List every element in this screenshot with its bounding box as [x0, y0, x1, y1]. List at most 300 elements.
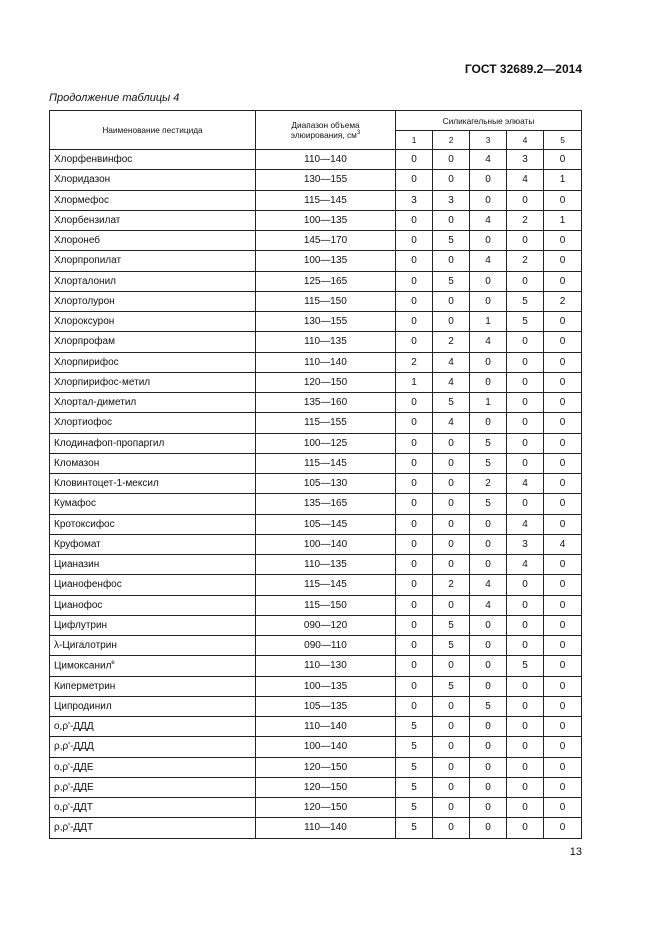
- eluate-3-value: 0: [470, 636, 507, 656]
- eluate-2-value: 0: [433, 696, 470, 716]
- eluate-4-value: 5: [507, 291, 544, 311]
- eluate-1-value: 0: [396, 150, 433, 170]
- eluate-4-value: 0: [507, 453, 544, 473]
- eluate-5-value: 0: [544, 433, 582, 453]
- eluate-4-value: 0: [507, 494, 544, 514]
- eluate-1-value: 2: [396, 352, 433, 372]
- eluate-1-value: 0: [396, 555, 433, 575]
- elution-range: 120—150: [256, 798, 396, 818]
- elution-range: 090—120: [256, 615, 396, 635]
- pesticide-name-cell: [50, 494, 256, 514]
- table-row: [50, 555, 582, 575]
- eluate-5-value: 0: [544, 231, 582, 251]
- pesticide-table: [49, 110, 582, 839]
- elution-range: 115—145: [256, 190, 396, 210]
- table-caption: Продолжение таблицы 4: [49, 92, 180, 104]
- pesticide-name: о,ρ'-ДДД: [54, 721, 94, 733]
- col-header-range-line1: Диапазон объема: [291, 120, 360, 130]
- pesticide-name-cell: [50, 615, 256, 635]
- eluate-5-value: 4: [544, 534, 582, 554]
- eluate-2-value: 5: [433, 615, 470, 635]
- elution-range: 115—150: [256, 291, 396, 311]
- eluate-4-value: 0: [507, 393, 544, 413]
- eluate-3-value: 4: [470, 575, 507, 595]
- eluate-4-value: 5: [507, 312, 544, 332]
- col-header-eluate-1: 1: [396, 131, 433, 150]
- table-row: [50, 534, 582, 554]
- eluate-5-value: 1: [544, 170, 582, 190]
- eluate-3-value: 0: [470, 190, 507, 210]
- elution-range: 135—165: [256, 494, 396, 514]
- eluate-3-value: 0: [470, 798, 507, 818]
- eluate-3-value: 5: [470, 453, 507, 473]
- eluate-5-value: 0: [544, 798, 582, 818]
- eluate-3-value: 0: [470, 757, 507, 777]
- eluate-2-value: 0: [433, 433, 470, 453]
- pesticide-name-cell: [50, 413, 256, 433]
- table-row: [50, 372, 582, 392]
- eluate-5-value: 0: [544, 636, 582, 656]
- eluate-4-value: 0: [507, 372, 544, 392]
- eluate-5-value: 1: [544, 210, 582, 230]
- eluate-4-value: 4: [507, 514, 544, 534]
- pesticide-name-cell: [50, 717, 256, 737]
- elution-range: 100—140: [256, 737, 396, 757]
- eluate-4-value: 3: [507, 534, 544, 554]
- pesticide-name: Хлороксурон: [54, 316, 115, 328]
- eluate-3-value: 0: [470, 231, 507, 251]
- table-row: [50, 291, 582, 311]
- eluate-2-value: 0: [433, 210, 470, 230]
- eluate-4-value: 0: [507, 595, 544, 615]
- eluate-4-value: 4: [507, 474, 544, 494]
- eluate-1-value: 0: [396, 534, 433, 554]
- eluate-3-value: 4: [470, 251, 507, 271]
- eluate-5-value: 2: [544, 291, 582, 311]
- elution-range: 130—155: [256, 312, 396, 332]
- eluate-1-value: 5: [396, 798, 433, 818]
- eluate-5-value: 0: [544, 372, 582, 392]
- col-header-range-unit: 3: [356, 130, 361, 137]
- pesticide-name: ρ,ρ'-ДДЕ: [54, 781, 94, 793]
- eluate-1-value: 5: [396, 757, 433, 777]
- eluate-3-value: 0: [470, 737, 507, 757]
- elution-range: 115—150: [256, 595, 396, 615]
- eluate-4-value: 0: [507, 737, 544, 757]
- eluate-2-value: 2: [433, 575, 470, 595]
- elution-range: 120—150: [256, 757, 396, 777]
- pesticide-name: Клодинафоп-пропаргил: [54, 437, 165, 449]
- pesticide-name-cell: [50, 777, 256, 797]
- pesticide-name-cell: [50, 210, 256, 230]
- elution-range: 120—150: [256, 777, 396, 797]
- pesticide-name: Хлормефос: [54, 194, 109, 206]
- eluate-1-value: 0: [396, 393, 433, 413]
- eluate-4-value: 5: [507, 656, 544, 676]
- pesticide-name: Хлорпрофам: [54, 336, 115, 348]
- eluate-2-value: 0: [433, 595, 470, 615]
- pesticide-name: Цианофос: [54, 599, 103, 611]
- eluate-2-value: 0: [433, 453, 470, 473]
- eluate-5-value: 0: [544, 332, 582, 352]
- eluate-3-value: 0: [470, 818, 507, 838]
- elution-range: 110—140: [256, 352, 396, 372]
- eluate-4-value: 0: [507, 717, 544, 737]
- eluate-1-value: 0: [396, 433, 433, 453]
- table-row: [50, 210, 582, 230]
- eluate-4-value: 2: [507, 251, 544, 271]
- pesticide-name-cell: [50, 433, 256, 453]
- eluate-1-value: 0: [396, 595, 433, 615]
- eluate-1-value: 0: [396, 636, 433, 656]
- pesticide-name: Кротоксифос: [54, 518, 115, 530]
- table-row: [50, 575, 582, 595]
- eluate-5-value: 0: [544, 352, 582, 372]
- pesticide-name: Киперметрин: [54, 680, 116, 692]
- table-row: [50, 433, 582, 453]
- pesticide-name-cell: [50, 737, 256, 757]
- pesticide-name: Ципродинил: [54, 700, 112, 712]
- pesticide-name-cell: [50, 170, 256, 190]
- table-row: [50, 595, 582, 615]
- eluate-3-value: 1: [470, 312, 507, 332]
- eluate-1-value: 0: [396, 332, 433, 352]
- eluate-5-value: 0: [544, 757, 582, 777]
- eluate-1-value: 0: [396, 251, 433, 271]
- table-row: [50, 352, 582, 372]
- eluate-5-value: 0: [544, 413, 582, 433]
- eluate-5-value: 0: [544, 676, 582, 696]
- eluate-5-value: 0: [544, 777, 582, 797]
- eluate-1-value: 0: [396, 210, 433, 230]
- eluate-2-value: 0: [433, 534, 470, 554]
- pesticide-name: Цимоксанил: [54, 660, 112, 672]
- eluate-1-value: 5: [396, 818, 433, 838]
- eluate-5-value: 0: [544, 150, 582, 170]
- pesticide-name: ρ,ρ'-ДДТ: [54, 822, 94, 834]
- pesticide-name-cell: [50, 453, 256, 473]
- elution-range: 090—110: [256, 636, 396, 656]
- elution-range: 115—145: [256, 453, 396, 473]
- pesticide-name: о,ρ'-ДДТ: [54, 802, 93, 814]
- eluate-2-value: 0: [433, 170, 470, 190]
- eluate-2-value: 0: [433, 555, 470, 575]
- col-header-eluate-5: 5: [544, 131, 582, 150]
- eluate-3-value: 0: [470, 271, 507, 291]
- page-number: 13: [569, 846, 582, 858]
- eluate-1-value: 0: [396, 575, 433, 595]
- pesticide-name-cell: [50, 555, 256, 575]
- eluate-5-value: 0: [544, 393, 582, 413]
- eluate-4-value: 0: [507, 676, 544, 696]
- pesticide-name-cell: [50, 818, 256, 838]
- eluate-2-value: 4: [433, 413, 470, 433]
- pesticide-name: Хлорфенвинфос: [54, 154, 133, 166]
- eluate-5-value: 0: [544, 251, 582, 271]
- eluate-2-value: 0: [433, 798, 470, 818]
- table-row: [50, 717, 582, 737]
- eluate-3-value: 0: [470, 676, 507, 696]
- elution-range: 115—155: [256, 413, 396, 433]
- elution-range: 105—130: [256, 474, 396, 494]
- table-row: [50, 231, 582, 251]
- pesticide-name: Цианазин: [54, 559, 100, 571]
- table-row: [50, 777, 582, 797]
- col-header-eluate-4: 4: [507, 131, 544, 150]
- col-header-name: Наименование пестицида: [50, 111, 256, 150]
- eluate-1-value: 5: [396, 737, 433, 757]
- eluate-2-value: 5: [433, 393, 470, 413]
- eluate-3-value: 0: [470, 291, 507, 311]
- pesticide-name-cell: [50, 575, 256, 595]
- eluate-3-value: 0: [470, 615, 507, 635]
- eluate-1-value: 0: [396, 676, 433, 696]
- pesticide-name: Цифлутрин: [54, 619, 108, 631]
- pesticide-name: Хлорпирифос: [54, 356, 119, 368]
- eluate-3-value: 5: [470, 494, 507, 514]
- elution-range: 120—150: [256, 372, 396, 392]
- eluate-2-value: 4: [433, 372, 470, 392]
- eluate-2-value: 0: [433, 757, 470, 777]
- elution-range: 110—140: [256, 150, 396, 170]
- pesticide-name: Хлортал-диметил: [54, 397, 137, 409]
- eluate-1-value: 0: [396, 696, 433, 716]
- eluate-2-value: 4: [433, 352, 470, 372]
- eluate-4-value: 0: [507, 352, 544, 372]
- elution-range: 125—165: [256, 271, 396, 291]
- elution-range: 115—145: [256, 575, 396, 595]
- eluate-1-value: 0: [396, 474, 433, 494]
- pesticide-name: Хлортиофос: [54, 417, 113, 429]
- pesticide-name-cell: [50, 636, 256, 656]
- eluate-5-value: 0: [544, 190, 582, 210]
- pesticide-name: Кломазон: [54, 457, 100, 469]
- eluate-1-value: 0: [396, 271, 433, 291]
- eluate-2-value: 0: [433, 717, 470, 737]
- eluate-5-value: 0: [544, 696, 582, 716]
- pesticide-name-cell: [50, 271, 256, 291]
- eluate-4-value: 0: [507, 636, 544, 656]
- table-row: [50, 798, 582, 818]
- eluate-5-value: 0: [544, 717, 582, 737]
- eluate-4-value: 0: [507, 798, 544, 818]
- eluate-1-value: 0: [396, 170, 433, 190]
- eluate-2-value: 0: [433, 312, 470, 332]
- elution-range: 135—160: [256, 393, 396, 413]
- pesticide-name: Хлорталонил: [54, 275, 117, 287]
- eluate-3-value: 0: [470, 534, 507, 554]
- table-row: [50, 615, 582, 635]
- footnote-mark: e: [111, 660, 115, 667]
- pesticide-name-cell: [50, 595, 256, 615]
- eluate-4-value: 3: [507, 150, 544, 170]
- eluate-3-value: 0: [470, 352, 507, 372]
- elution-range: 100—140: [256, 534, 396, 554]
- elution-range: 110—135: [256, 555, 396, 575]
- eluate-1-value: 0: [396, 494, 433, 514]
- eluate-1-value: 0: [396, 291, 433, 311]
- eluate-4-value: 0: [507, 575, 544, 595]
- elution-range: 110—140: [256, 818, 396, 838]
- eluate-5-value: 0: [544, 615, 582, 635]
- table-row: [50, 413, 582, 433]
- pesticide-name: Кумафос: [54, 498, 96, 510]
- eluate-5-value: 0: [544, 312, 582, 332]
- eluate-4-value: 2: [507, 210, 544, 230]
- eluate-3-value: 5: [470, 696, 507, 716]
- standard-number: ГОСТ 32689.2—2014: [464, 62, 582, 76]
- eluate-3-value: 1: [470, 393, 507, 413]
- eluate-1-value: 0: [396, 514, 433, 534]
- pesticide-name: ρ,ρ'-ДДД: [54, 741, 94, 753]
- eluate-5-value: 0: [544, 494, 582, 514]
- eluate-3-value: 4: [470, 150, 507, 170]
- col-header-range-line2: элюирования, см: [290, 130, 357, 140]
- table-row: [50, 170, 582, 190]
- eluate-5-value: 0: [544, 595, 582, 615]
- pesticide-name-cell: [50, 352, 256, 372]
- eluate-1-value: 3: [396, 190, 433, 210]
- eluate-4-value: 0: [507, 818, 544, 838]
- eluate-4-value: 0: [507, 433, 544, 453]
- eluate-1-value: 5: [396, 717, 433, 737]
- col-header-eluates: Силикагельные элюаты: [396, 111, 582, 131]
- eluate-2-value: 0: [433, 251, 470, 271]
- eluate-3-value: 0: [470, 717, 507, 737]
- eluate-1-value: 0: [396, 312, 433, 332]
- eluate-4-value: 0: [507, 190, 544, 210]
- eluate-5-value: 0: [544, 514, 582, 534]
- eluate-4-value: 0: [507, 231, 544, 251]
- table-row: [50, 251, 582, 271]
- elution-range: 130—155: [256, 170, 396, 190]
- eluate-3-value: 4: [470, 332, 507, 352]
- pesticide-name-cell: [50, 474, 256, 494]
- eluate-2-value: 0: [433, 150, 470, 170]
- table-row: [50, 636, 582, 656]
- table-row: [50, 271, 582, 291]
- pesticide-name: Хлортолурон: [54, 295, 115, 307]
- pesticide-name-cell: [50, 291, 256, 311]
- eluate-3-value: 0: [470, 413, 507, 433]
- pesticide-name: Хлорпирифос-метил: [54, 376, 151, 388]
- pesticide-name: Хлорбензилат: [54, 214, 121, 226]
- eluate-3-value: 2: [470, 474, 507, 494]
- table-row: [50, 474, 582, 494]
- eluate-2-value: 5: [433, 636, 470, 656]
- table-row: [50, 656, 582, 676]
- table-row: [50, 696, 582, 716]
- eluate-2-value: 0: [433, 291, 470, 311]
- table-row: [50, 818, 582, 838]
- eluate-2-value: 3: [433, 190, 470, 210]
- eluate-2-value: 0: [433, 514, 470, 534]
- pesticide-name-cell: [50, 676, 256, 696]
- eluate-3-value: 0: [470, 514, 507, 534]
- pesticide-name-cell: [50, 251, 256, 271]
- eluate-4-value: 0: [507, 271, 544, 291]
- eluate-1-value: 0: [396, 453, 433, 473]
- pesticide-name: λ-Цигалотрин: [54, 640, 117, 652]
- table-row: [50, 676, 582, 696]
- pesticide-name-cell: [50, 393, 256, 413]
- pesticide-name-cell: [50, 757, 256, 777]
- eluate-2-value: 0: [433, 777, 470, 797]
- eluate-2-value: 0: [433, 474, 470, 494]
- table-row: [50, 494, 582, 514]
- table-row: [50, 453, 582, 473]
- elution-range: 145—170: [256, 231, 396, 251]
- eluate-4-value: 0: [507, 332, 544, 352]
- eluate-4-value: 0: [507, 413, 544, 433]
- elution-range: 110—135: [256, 332, 396, 352]
- eluate-3-value: 4: [470, 210, 507, 230]
- eluate-4-value: 0: [507, 615, 544, 635]
- eluate-5-value: 0: [544, 555, 582, 575]
- pesticide-name-cell: [50, 332, 256, 352]
- table-row: [50, 332, 582, 352]
- eluate-4-value: 4: [507, 170, 544, 190]
- elution-range: 100—135: [256, 251, 396, 271]
- elution-range: 100—135: [256, 210, 396, 230]
- table-row: [50, 737, 582, 757]
- eluate-3-value: 0: [470, 555, 507, 575]
- pesticide-name-cell: [50, 372, 256, 392]
- eluate-1-value: 5: [396, 777, 433, 797]
- eluate-5-value: 0: [544, 453, 582, 473]
- eluate-3-value: 4: [470, 595, 507, 615]
- eluate-5-value: 0: [544, 575, 582, 595]
- eluate-2-value: 0: [433, 818, 470, 838]
- table-row: [50, 514, 582, 534]
- eluate-2-value: 0: [433, 494, 470, 514]
- table-row: [50, 393, 582, 413]
- pesticide-name-cell: [50, 150, 256, 170]
- col-header-eluate-3: 3: [470, 131, 507, 150]
- pesticide-name-cell: [50, 190, 256, 210]
- pesticide-name: Кловинтоцет-1-мексил: [54, 478, 159, 490]
- elution-range: 110—140: [256, 717, 396, 737]
- pesticide-name-cell: [50, 656, 256, 676]
- eluate-2-value: 0: [433, 656, 470, 676]
- pesticide-name: Хлорпропилат: [54, 255, 122, 267]
- eluate-3-value: 0: [470, 372, 507, 392]
- table-body: [50, 150, 582, 839]
- pesticide-name: Хлоридазон: [54, 174, 111, 186]
- pesticide-name-cell: [50, 514, 256, 534]
- eluate-5-value: 0: [544, 474, 582, 494]
- eluate-5-value: 0: [544, 271, 582, 291]
- table-row: [50, 190, 582, 210]
- col-header-eluate-2: 2: [433, 131, 470, 150]
- elution-range: 105—145: [256, 514, 396, 534]
- pesticide-name: Хлоронеб: [54, 235, 101, 247]
- table-row: [50, 150, 582, 170]
- eluate-4-value: 4: [507, 555, 544, 575]
- eluate-2-value: 0: [433, 737, 470, 757]
- eluate-2-value: 5: [433, 231, 470, 251]
- elution-range: 100—125: [256, 433, 396, 453]
- eluate-1-value: 0: [396, 656, 433, 676]
- pesticide-name: о,ρ'-ДДЕ: [54, 761, 94, 773]
- table-row: [50, 312, 582, 332]
- eluate-1-value: 0: [396, 615, 433, 635]
- eluate-5-value: 0: [544, 737, 582, 757]
- eluate-4-value: 0: [507, 777, 544, 797]
- elution-range: 105—135: [256, 696, 396, 716]
- eluate-1-value: 0: [396, 231, 433, 251]
- eluate-2-value: 5: [433, 271, 470, 291]
